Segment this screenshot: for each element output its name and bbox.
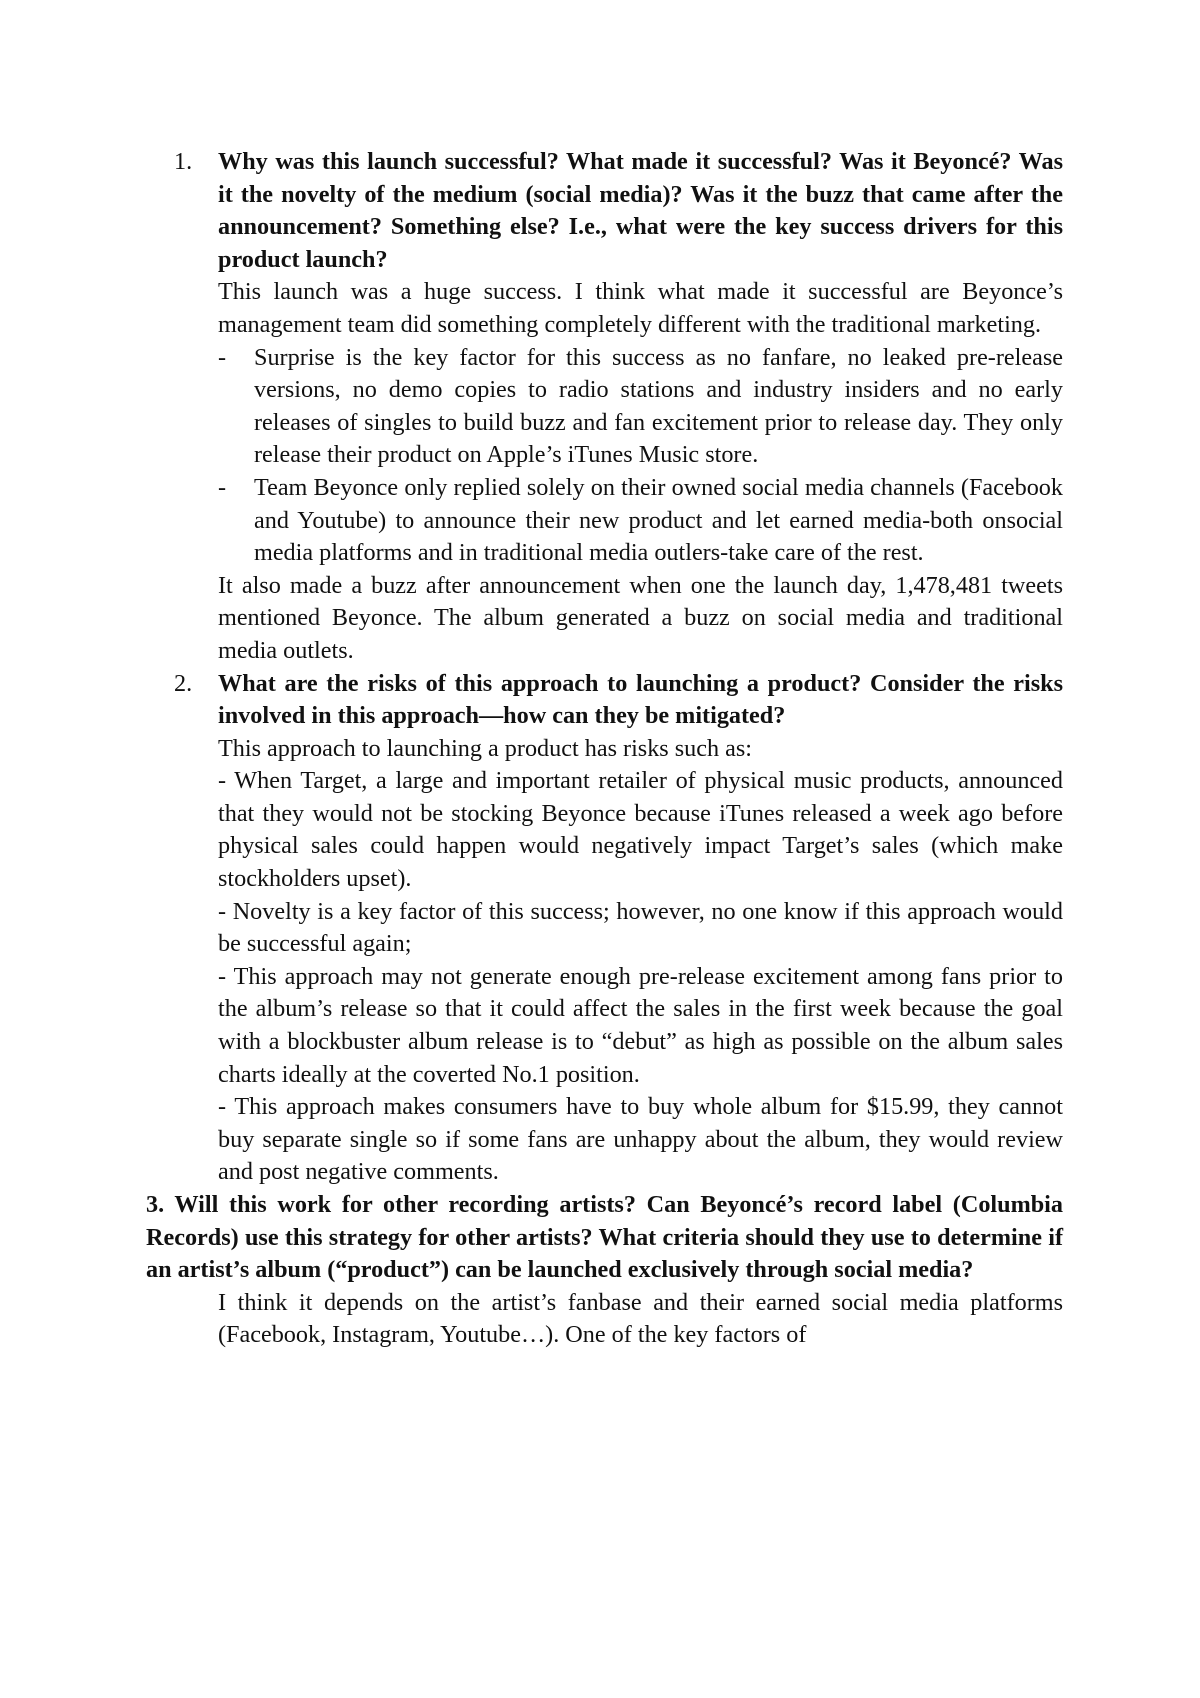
answer-1-bullet-text: Surprise is the key factor for this success as no fanfare, no leaked pre-release versions, no demo copies to radio stations and industry insiders and no early releases of singles to build buzz and fan excitement prior to release day. They only release their product on Apple’s iTunes Music store.	[254, 343, 1063, 469]
document-page	[146, 146, 1063, 1352]
question-2-number: 2.	[174, 669, 193, 697]
answer-2-intro: This approach to launching a product has risks such as:	[218, 734, 753, 762]
answer-2-point: - This approach may not generate enough pre-release excitement among fans prior to the album’s release so that it could affect the sales in the first week because the goal with a blockbuster album release is to “debut” as high as possible on the album sales charts ideally at the coverted No.1 position.	[218, 962, 1063, 1088]
answer-2-point: - This approach makes consumers have to buy whole album for $15.99, they cannot buy separate single so if some fans are unhappy about the album, they would review and post negative comments.	[218, 1093, 1063, 1186]
answer-1-bullet	[146, 472, 1063, 570]
question-1	[146, 146, 1063, 276]
answer-2-point: - Novelty is a key factor of this success; however, no one know if this approach would be successful again;	[218, 897, 1063, 958]
question-2-text: What are the risks of this approach to launching a product? Consider the risks involved in this approach—how can they be mitigated?	[218, 669, 1063, 730]
bullet-dash: -	[218, 473, 227, 501]
answer-1-closing: It also made a buzz after announcement when one the launch day, 1,478,481 tweets mentioned Beyonce. The album generated a buzz on social media and traditional media outlets.	[218, 571, 1063, 664]
answer-2-point: - When Target, a large and important retailer of physical music products, announced that they would not be stocking Beyonce because iTunes released a week ago before physical sales could happen would negatively impact Target’s sales (which make stockholders upset).	[218, 767, 1063, 893]
bullet-dash: -	[218, 343, 227, 371]
answer-3: I think it depends on the artist’s fanbase and their earned social media platforms (Facebook, Instagram, Youtube…). One of the key factors of	[218, 1288, 1063, 1349]
answer-1-bullet-text: Team Beyonce only replied solely on their owned social media channels (Facebook and Youtube) to announce their new product and let earned media-both onsocial media platforms and in traditional media outlers-take care of the rest.	[254, 473, 1063, 567]
question-1-text: Why was this launch successful? What made it successful? Was it Beyoncé? Was it the novelty of the medium (social media)? Was it the buzz that came after the announcement? Something else? I.e., what were the key success drivers for this product launch?	[218, 148, 1063, 273]
question-2	[146, 668, 1063, 733]
question-1-number: 1.	[174, 148, 193, 175]
answer-1-bullet	[146, 342, 1063, 472]
question-3: 3. Will this work for other recording artists? Can Beyoncé’s record label (Columbia Records) use this strategy for other artists? What criteria should they use to determine if an artist’s album (“product”) can be launched exclusively through social media?	[146, 1191, 1063, 1284]
answer-1-intro: This launch was a huge success. I think what made it successful are Beyonce’s management team did something completely different with the traditional marketing.	[218, 278, 1063, 338]
